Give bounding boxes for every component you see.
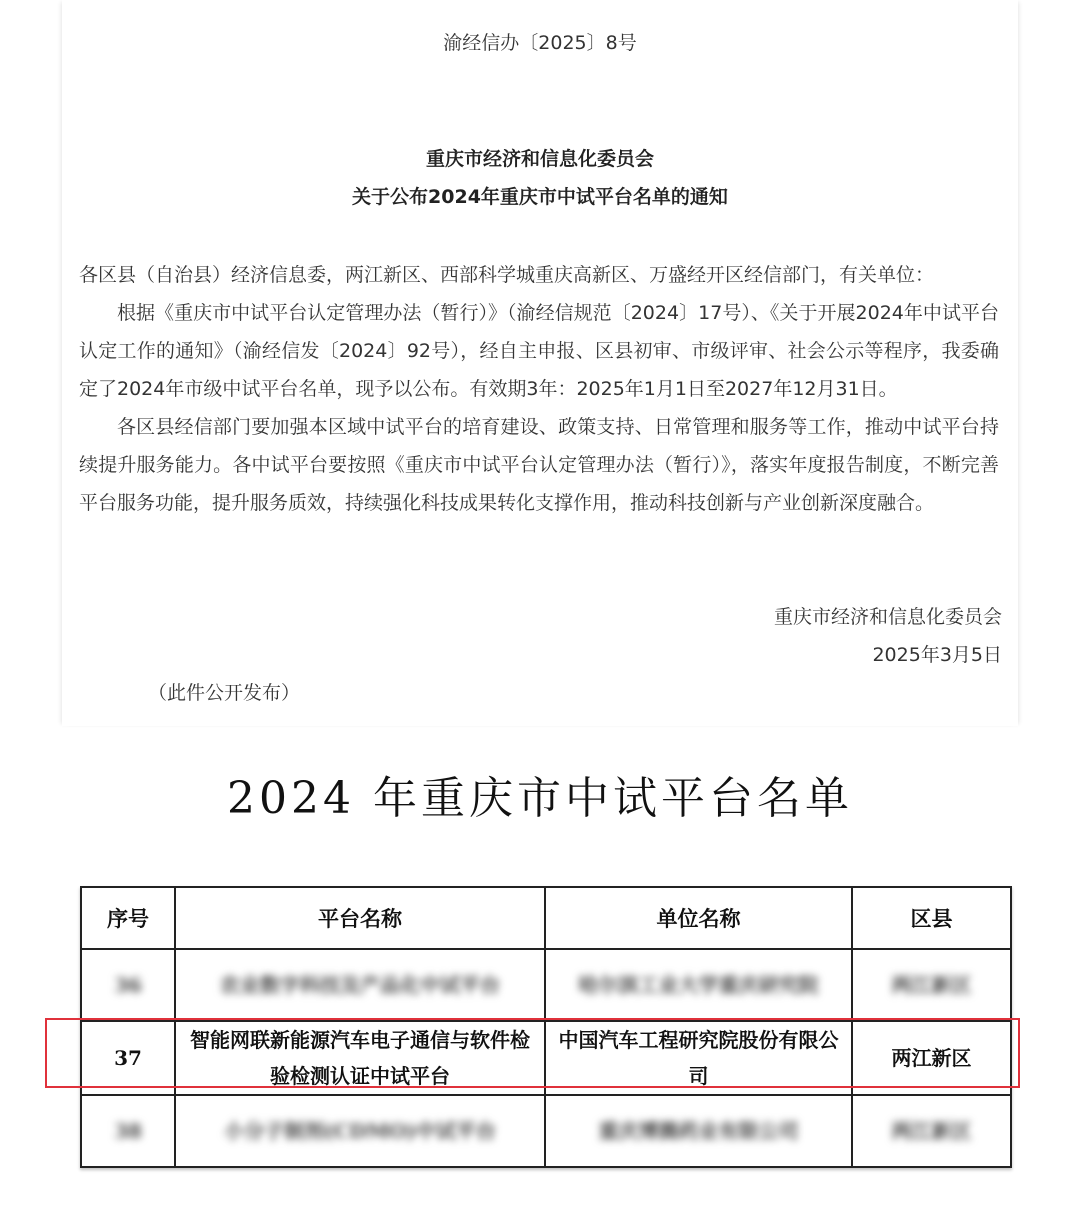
notice-issuer-title: 重庆市经济和信息化委员会 (425, 148, 654, 170)
row-platform-name: 小分子制剂(CDMO)中试平台 (224, 1119, 496, 1143)
notice-body (79, 256, 999, 522)
signature-date: 2025年3月5日 (872, 644, 1002, 666)
row-district: 两江新区 (852, 1021, 1011, 1095)
table-row (81, 1095, 1011, 1167)
row-district: 两江新区 (891, 1119, 972, 1143)
row-serial: 38 (114, 1119, 142, 1143)
row-unit-name: 哈尔滨工业大学重庆研究院 (578, 973, 819, 997)
table-row (81, 949, 1011, 1021)
table-header-row (81, 887, 1011, 949)
body-paragraph-1: 根据《重庆市中试平台认定管理办法（暂行）》（渝经信规范〔2024〕17号）、《关于开展2024年中试平台认定工作的通知》（渝经信发〔2024〕92号），经自主申报、区县初审、市级评审、社会公示等程序，我委确定了2024年市级中试平台名单，现予以公布。有效期3年：2025年1月1日至2027年12月31日。 (79, 302, 999, 400)
addressee-line: 各区县（自治县）经济信息委，两江新区、西部科学城重庆高新区、万盛经开区经信部门，有关单位： (79, 264, 935, 286)
row-unit-name: 中国汽车工程研究院股份有限公司 (545, 1021, 852, 1095)
signature-organization: 重庆市经济和信息化委员会 (773, 606, 1002, 628)
platform-list-table (80, 886, 1012, 1168)
table-row-highlighted (81, 1021, 1011, 1095)
header-district: 区县 (852, 887, 1011, 949)
header-platform-name: 平台名称 (175, 887, 545, 949)
header-serial: 序号 (81, 887, 175, 949)
row-platform-name: 农业数字科技及产品化中试平台 (220, 973, 500, 997)
header-unit-name: 单位名称 (545, 887, 852, 949)
list-title: 2024 年重庆市中试平台名单 (227, 773, 853, 824)
row-platform-name: 智能网联新能源汽车电子通信与软件检验检测认证中试平台 (175, 1021, 545, 1095)
row-district: 两江新区 (891, 973, 972, 997)
row-unit-name: 重庆博腾药业有限公司 (598, 1119, 799, 1143)
body-paragraph-2: 各区县经信部门要加强本区域中试平台的培育建设、政策支持、日常管理和服务等工作，推动中试平台持续提升服务能力。各中试平台要按照《重庆市中试平台认定管理办法（暂行）》，落实年度报告制度，不断完善平台服务功能，提升服务质效，持续强化科技成果转化支撑作用，推动科技创新与产业创新深度融合。 (79, 416, 999, 514)
row-serial: 37 (81, 1021, 175, 1095)
public-release-note: （此件公开发布） (148, 682, 301, 704)
document-number: 渝经信办〔2025〕8号 (443, 32, 637, 54)
row-serial: 36 (114, 973, 142, 997)
notice-subject-title: 关于公布2024年重庆市中试平台名单的通知 (352, 186, 728, 208)
